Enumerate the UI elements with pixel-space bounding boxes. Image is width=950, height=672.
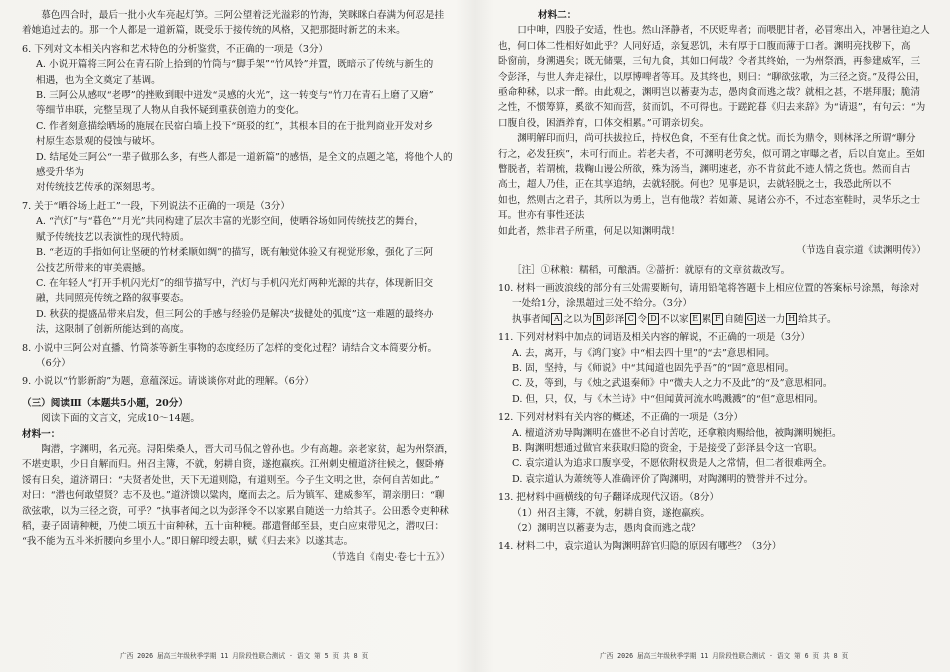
answer-segment: 执事者闻	[512, 313, 551, 325]
question-option: 赋予传统技艺以表演性的现代特质。	[36, 231, 190, 243]
material2-text	[498, 23, 930, 239]
answer-segment: 彭泽	[605, 313, 625, 325]
material2-line: 之性，不惯筹算，奚欲不知而营，贫而饥，不可得也。于蹉跎暮《归去来辞》为“请退”，有句云：“为	[498, 102, 926, 114]
material1-line: 稻，妻子固请种粳，乃使二顷五十亩种秫，五十亩种粳。郡遣督邮至县，吏白应束带见之，潜叹曰：	[22, 521, 445, 532]
answer-box[interactable]: D	[648, 313, 659, 325]
notes: ［注］①秫粮：糯稻，可酿酒。②蔷折：就原有的文章贫裁改写。	[512, 264, 791, 276]
source2: （节选自袁宗道《读渊明传》）	[796, 245, 926, 257]
question-option: （6分）	[36, 357, 71, 369]
right-questions	[498, 330, 930, 555]
material1-line: 不堪吏职，少日自解而归。州召主簿，不就，躬耕自资，遂抱羸疾。江州刺史檀道济往候之，偃卧瘠	[22, 459, 445, 471]
question-option: （2）渊明岂以蓄妻为志，愚肉食而逃之哉？	[512, 523, 701, 534]
question-option: 对传统技艺传承的深刻思考。	[36, 182, 161, 194]
answer-box[interactable]: F	[712, 313, 723, 325]
question-option: 法，这限制了创新所能达到的高度。	[36, 324, 190, 336]
question-option: 公技艺所带来的审美震撼。	[36, 262, 152, 274]
question-option: D. 但，只，仅，与《木兰诗》中“但闻黄河流水鸣溅溅”的“但”意思相同。	[512, 393, 824, 405]
material1-text	[22, 442, 454, 550]
question-option: C. 袁宗道认为追求口腹享受，不愿依附权贵是人之常情，但二者很难两全。	[512, 458, 833, 470]
answer-segment: 令	[637, 313, 647, 325]
answer-segment: 之以为	[563, 313, 593, 325]
material2-line: 也，何口体二性相好如此乎？人同好适，亲复恶饥，未有厚于口腹而薄于口者。渊明亮找秽下，高	[498, 40, 911, 52]
answer-box-row	[498, 312, 930, 327]
answer-box[interactable]: C	[625, 313, 636, 325]
left-top-text	[22, 8, 454, 39]
question-stem: 8. 小说中三阿公对直播、竹筒茶等新生事物的态度经历了怎样的变化过程？请结合文本简要分析。	[22, 342, 438, 354]
material1-line: 欲弦歌，以为三径之资，可乎？”执事者闻之以为彭泽令不以家累自随送一力给其子。公田悉令吏种秫	[22, 505, 450, 517]
answer-box[interactable]: G	[745, 313, 756, 325]
left-questions	[22, 42, 454, 390]
material1-label: 材料一：	[22, 428, 61, 440]
material2-line: 如也，然则古之君子，其所以为勇上，岂有他哉？若如萧、晁诸公亦不，不过态室鞋时，灵华乐之士耳。世亦有事性还法	[498, 194, 921, 222]
answer-segment: 自随	[724, 313, 744, 325]
question-option: B. 三阿公从感叹“老啰”的挫败到眼中迸发“灵感的火光”，这一转变与“竹刀在青石上磨了又磨”	[36, 90, 434, 102]
material2-line: 亟命种秫，以求一醉。由此观之，渊明岂以蓄妻为志，愚肉食而逃之哉？就相之甚，不堪拜服；脆清	[498, 87, 921, 99]
question-option: B. 陶渊明想通过做官来获取归隐的资金，于是接受了彭泽县令这一官职。	[512, 442, 823, 454]
answer-box[interactable]: A	[551, 313, 562, 325]
question-stem: 6. 下列对文本相关内容和艺术特色的分析鉴赏，不正确的一项是（3分）	[22, 43, 329, 55]
question-stem: 11. 下列对材料中加点的词语及相关内容的解说，不正确的一项是（3分）	[498, 332, 811, 344]
section-title: （三）阅读Ⅲ（本题共5小题，20分）	[22, 397, 189, 409]
question-stem: 14. 材料二中，袁宗道认为陶渊明辞官归隐的原因有哪些？（3分）	[498, 541, 782, 553]
material2-line: 令彭泽，与世人奔走禄仕，以厚博啤者等耳。及其终也，则曰：“聊欲弦歌，为三径之资。”及得公田，	[498, 71, 926, 83]
question-option: 一处给1分，涂黑超过三处不给分。（3分）	[512, 298, 693, 310]
answer-segment: 给其子。	[798, 313, 837, 325]
question-option: （1）州召主簿，不就，躬耕自资，遂抱羸疾。	[512, 507, 710, 519]
answer-segment: 不以家	[659, 313, 689, 325]
answer-box[interactable]: E	[690, 313, 701, 325]
material2-line: 渊明解印而归，尚可扶拔拉丘，持权色食，不至有仕食之忧。而长为鼎令，则林泽之所谓“聊分	[517, 133, 916, 145]
question-option: 村原生态景观的侵蚀与破坏。	[36, 136, 161, 148]
question-option: 等细节串联，完整呈现了人物从自我怀疑到重获创造力的变化。	[36, 105, 305, 117]
answer-segment: 送一力	[756, 313, 786, 325]
question-option: D. 袁宗道认为萧统等人准确评价了陶渊明，对陶渊明的赞誉并不过分。	[512, 473, 814, 485]
passage-line: 慕色四合时，最后一批小火车亮起灯笋。三阿公望着泛光溢彩的竹海，笑眯眯白春满为何忍是挂	[41, 10, 445, 21]
question-stem: 12. 下列对材料有关内容的概述，不正确的一项是（3分）	[498, 412, 744, 424]
material2-line: 卧窗前，身溯遇矣；既无储粟，三旬九食，其如口何哉？令者其终始，一为州祭酒，再参建威军，三	[498, 56, 921, 68]
question-option: A. 小说开篇将三阿公在青石阶上拾到的竹筒与“脚手架”“竹风铃”并置，既暗示了传统与新生的	[36, 59, 434, 71]
question-option: D. 秋获的提盛品带来启发，但三阿公的手感与经验仍是解决“拔健处的弧度”这一难题的最终办	[36, 308, 434, 320]
question-option: 相遇，也为全文奠定了基调。	[36, 74, 161, 86]
question-option: A. 去，离开，与《鸿门宴》中“相去四十里”的“去”意思相同。	[512, 347, 775, 359]
question-stem: 10. 材料一画波浪线的部分有三处需要断句，请用铅笔将答题卡上相应位置的答案标号涂黑，每涂对	[498, 282, 920, 294]
right-page	[498, 8, 930, 663]
question-option: 融，共同照亮传统之路的叙事要态。	[36, 293, 190, 305]
question-option: A. 檀道济劝导陶渊明在盛世不必自讨苦吃，还拿粮肉赐给他，被陶渊明婉拒。	[512, 427, 842, 439]
question-option: C. 作者刻意描绘晒场的施展在民宿白墙上投下“斑驳的红”，其根本目的在于批判商业开发对乡	[36, 120, 434, 132]
right-footer: 广西 2026 届高三年级秋季学期 11 月阶段性联合测试 · 语文 第 6 页 共 8 页	[600, 652, 849, 660]
question-option: D. 结尾处三阿公“一辈子做那么多，有些人都是一道新篇”的感悟，是全文的点题之笔，将他个人的感受升华为	[36, 151, 453, 179]
question-option: B. “老迈的手指如何让坚硬的竹材柔顺如绸”的描写，既有触觉体验又有视觉形象，强化了三阿	[36, 247, 434, 259]
left-footer: 广西 2026 届高三年级秋季学期 11 月阶段性联合测试 · 语文 第 5 页 共 8 页	[120, 652, 369, 660]
section-intro: 阅读下面的文言文，完成10～14题。	[41, 413, 200, 425]
left-page	[22, 8, 454, 663]
question-option: A. “汽灯”与“暮色”“月光”共同构建了层次丰富的光影空间，使晒谷场如同传统技艺的舞台，	[36, 216, 424, 228]
question-stem: 7. 关于“晒谷场上赶工”一段，下列说法不正确的一项是（3分）	[22, 200, 290, 212]
material2-line: 瞥脱者，若谓梳，栽鞠山谩公所欲，殊为汤当，渊明速老，亦不肯贫此不迹人情之货也。然而自古	[498, 164, 911, 176]
passage-line: 着她追过去的。那一个人都是一道新篇，既受乐于接传统的风格，又把那挺时新艺的未来。	[22, 25, 406, 37]
material1-line: “我不能为五斗米折腰向乡里小人。”即日解印绶去职，赋《归去来》以遂其志。	[22, 536, 354, 548]
answer-box[interactable]: H	[786, 313, 797, 325]
question-option: C. 在年轻人“打开手机闪光灯”的细节描写中，汽灯与手机闪光灯两种光源的共存，体现新旧交	[36, 277, 434, 289]
material2-label: 材料二：	[538, 10, 577, 21]
material1-line: 馁有日矣，道济谓曰：“夫贤者处世，天下无道则隐，有道则至。今子生文明之世，奈何自苦如此。”	[22, 474, 440, 486]
material1-line: 对曰：“潜也何敢望贤？志不及也。”道济馈以粱肉，麾而去之。后为镇军、建威参军，谓亲朋曰：“聊	[22, 490, 445, 502]
answer-box[interactable]: B	[593, 313, 604, 325]
question-option: B. 固，坚持，与《师说》中“其闻道也固先乎吾”的“固”意思相同。	[512, 362, 795, 374]
material1-line: 陶潜，字渊明，名元亮。浔阳柴桑人，晋大司马侃之曾孙也。少有高趣。亲老家贫，起为州祭酒，	[41, 443, 454, 455]
material2-line: 口腹自役，困酒养育，口体交相累。”可谓亲切矣。	[498, 117, 710, 129]
question-stem: 9. 小说以“竹影新韵”为题，意蕴深远。请谈谈你对此的理解。（6分）	[22, 376, 314, 388]
material2-line: 高士，超人乃佳，正在其享追纳，去就轻脱。何也？见事是识，去就轻脱之士，我恐此所以不	[498, 179, 892, 191]
material2-line: 行之，必发狂疾”，未可行而止。若老夫者，不可渊明老劳矣，似可谓之审曝之者，后以自宽止。至如	[498, 148, 926, 160]
material2-line: 口中呻，四股子安适，性也。然山泽静者，不厌贬卑者；而喂肥甘者，必冒寒出入，冲暑往迫之人	[517, 25, 930, 37]
question-10	[498, 281, 930, 312]
question-option: C. 及，等到，与《烛之武退秦师》中“微夫人之力不及此”的“及”意思相同。	[512, 378, 833, 390]
source1: （节选自《南史·卷七十五》）	[327, 551, 450, 563]
question-stem: 13. 把材料中画横线的句子翻译成现代汉语。（8分）	[498, 492, 720, 504]
answer-segment: 累	[701, 313, 712, 325]
material2-line: 如此者，然非君子所重，何足以知渊明哉！	[498, 225, 681, 237]
